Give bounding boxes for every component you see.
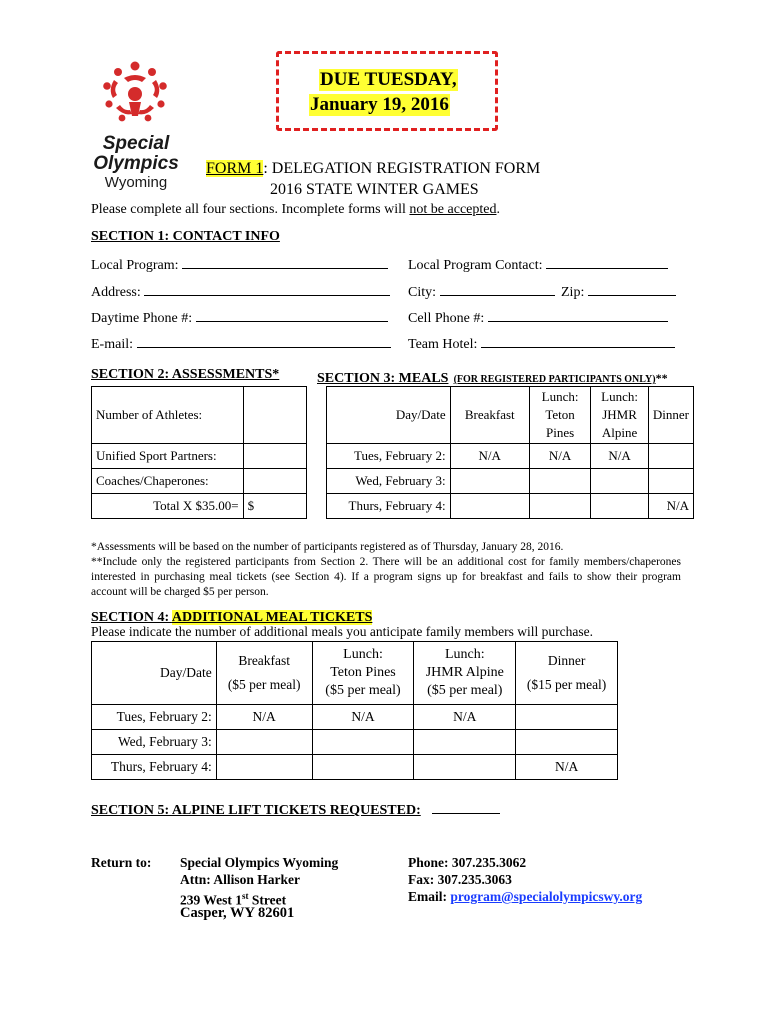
due-date-box [276, 51, 498, 131]
table-row [327, 469, 694, 494]
special-olympics-logo [80, 58, 190, 193]
section-2-heading: SECTION 2: ASSESSMENTS* [91, 367, 280, 382]
addl-header-dinner-2: ($15 per meal) [526, 677, 607, 692]
meals-breakfast-cell[interactable] [450, 494, 529, 519]
addl-jhmr-cell[interactable] [414, 730, 516, 755]
addl-header-teton-2: Teton Pines [330, 665, 396, 680]
addl-dinner-cell[interactable]: N/A [516, 755, 618, 780]
section-5-row [91, 799, 500, 819]
meals-dinner-cell[interactable] [648, 469, 693, 494]
email-field[interactable] [91, 335, 391, 353]
meals-header-daydate: Day/Date [327, 387, 451, 444]
local-program-contact-field[interactable] [408, 256, 668, 274]
addl-teton-cell[interactable] [312, 755, 414, 780]
return-phone: Phone: 307.235.3062 [408, 855, 527, 870]
meals-header-jhmr-2: JHMR [602, 407, 637, 422]
daytime-phone-label: Daytime Phone #: [91, 311, 193, 326]
zip-field[interactable] [561, 283, 676, 301]
zip-label: Zip: [561, 285, 585, 300]
meals-breakfast-cell[interactable] [450, 469, 529, 494]
return-org: Special Olympics Wyoming [180, 855, 339, 870]
team-hotel-line[interactable] [481, 335, 675, 348]
additional-meals-table [91, 641, 618, 780]
athletes-input-cell[interactable] [243, 387, 306, 444]
meals-breakfast-cell[interactable]: N/A [450, 444, 529, 469]
return-attn: Attn: Allison Harker [180, 872, 300, 887]
addl-header-teton-1: Lunch: [343, 647, 383, 662]
meals-header-breakfast: Breakfast [450, 387, 529, 444]
form-instructions [91, 202, 500, 218]
section-1-heading: SECTION 1: CONTACT INFO [91, 229, 280, 244]
meals-header-teton-3: Pines [546, 425, 575, 440]
addl-dinner-cell[interactable] [516, 705, 618, 730]
meals-note: **Include only the registered participants from Section 2. There will be an additional cost for family members/chaperones interested in purchasing meal tickets (see Section 4). If a program signs up for breakfast and fails to show their program account will be charged $5 per person. [91, 556, 681, 598]
instructions-text-a: Please complete all four sections. Incomplete forms will [91, 202, 410, 217]
addl-breakfast-cell[interactable] [216, 755, 312, 780]
cell-phone-field[interactable] [408, 309, 668, 327]
total-input-cell[interactable] [243, 494, 306, 519]
addl-jhmr-cell[interactable]: N/A [414, 705, 516, 730]
daytime-phone-field[interactable] [91, 309, 388, 327]
return-fax: Fax: 307.235.3063 [408, 872, 512, 887]
meals-header-teton-1: Lunch: [541, 389, 579, 404]
cell-phone-label: Cell Phone #: [408, 311, 485, 326]
instructions-text-b: . [496, 202, 500, 217]
addl-header-dinner-1: Dinner [547, 653, 586, 668]
daytime-phone-line[interactable] [196, 309, 388, 322]
meals-dinner-cell[interactable]: N/A [648, 494, 693, 519]
team-hotel-field[interactable] [408, 335, 675, 353]
total-label: Total X $35.00= [92, 494, 244, 519]
meals-header-lunch-jhmr [591, 387, 649, 444]
return-city: Casper, WY 82601 [180, 905, 295, 921]
zip-line[interactable] [588, 283, 676, 296]
meals-teton-cell[interactable] [529, 494, 590, 519]
addl-header-breakfast-1: Breakfast [238, 653, 291, 668]
return-street-a: 239 West 1 [180, 892, 243, 908]
address-line[interactable] [144, 283, 390, 296]
section-4-heading-wrap [91, 606, 372, 626]
special-olympics-emblem-icon [80, 58, 190, 128]
local-program-label: Local Program: [91, 258, 179, 273]
table-row [327, 494, 694, 519]
addl-day-cell: Tues, February 2: [92, 705, 217, 730]
assessment-note: *Assessments will be based on the number of participants registered as of Thursday, January 28, 2016. [91, 541, 564, 553]
form-title-rest: : DELEGATION REGISTRATION FORM [263, 160, 541, 177]
return-to-label: Return to: [91, 855, 152, 870]
local-program-line[interactable] [182, 256, 388, 269]
table-row [327, 444, 694, 469]
table-row [92, 730, 618, 755]
meals-header-dinner: Dinner [648, 387, 693, 444]
addl-header-daydate: Day/Date [92, 642, 217, 705]
logo-special-text: Special [102, 133, 170, 154]
addl-jhmr-cell[interactable] [414, 755, 516, 780]
form-number-label: FORM 1 [206, 160, 264, 177]
city-field[interactable] [408, 283, 555, 301]
addl-teton-cell[interactable]: N/A [312, 705, 414, 730]
local-program-contact-label: Local Program Contact: [408, 258, 543, 273]
return-street-b: Street [248, 892, 287, 908]
local-program-field[interactable] [91, 256, 388, 274]
coaches-label: Coaches/Chaperones: [92, 469, 244, 494]
city-label: City: [408, 285, 437, 300]
logo-wyoming-text: Wyoming [104, 174, 168, 191]
meals-jhmr-cell[interactable]: N/A [591, 444, 649, 469]
local-program-contact-line[interactable] [546, 256, 668, 269]
addl-breakfast-cell[interactable]: N/A [216, 705, 312, 730]
meals-dinner-cell[interactable] [648, 444, 693, 469]
team-hotel-label: Team Hotel: [408, 337, 478, 352]
unified-partners-label: Unified Sport Partners: [92, 444, 244, 469]
addl-dinner-cell[interactable] [516, 730, 618, 755]
addl-day-cell: Wed, February 3: [92, 730, 217, 755]
address-field[interactable] [91, 283, 390, 301]
addl-header-jhmr-1: Lunch: [444, 647, 485, 662]
table-row [92, 755, 618, 780]
addl-header-teton [312, 642, 414, 705]
logo-olympics-text: Olympics [93, 153, 179, 174]
addl-teton-cell[interactable] [312, 730, 414, 755]
addl-header-breakfast [216, 642, 312, 705]
return-email-row [408, 888, 642, 905]
due-line-1: DUE TUESDAY, [320, 69, 457, 90]
lift-tickets-line[interactable] [432, 801, 500, 814]
meals-day-cell: Wed, February 3: [327, 469, 451, 494]
addl-header-breakfast-2: ($5 per meal) [227, 677, 301, 692]
addl-breakfast-cell[interactable] [216, 730, 312, 755]
meals-header-jhmr-1: Lunch: [601, 389, 638, 404]
addl-header-teton-3: ($5 per meal) [325, 683, 401, 698]
return-street-sup: st [242, 891, 249, 901]
addl-header-jhmr [414, 642, 516, 705]
meals-jhmr-cell[interactable] [591, 494, 649, 519]
section-5-heading: SECTION 5: ALPINE LIFT TICKETS REQUESTED: [91, 803, 421, 818]
table-row [92, 705, 618, 730]
assessments-table [91, 386, 307, 519]
instructions-text-underlined: not be accepted [409, 202, 497, 217]
meals-day-cell: Thurs, February 4: [327, 494, 451, 519]
coaches-input-cell[interactable] [243, 469, 306, 494]
meals-header-teton-2: Teton [545, 407, 575, 422]
meals-teton-cell[interactable]: N/A [529, 444, 590, 469]
meals-teton-cell[interactable] [529, 469, 590, 494]
return-email-link[interactable]: program@specialolympicswy.org [450, 889, 643, 904]
meals-header-lunch-teton [529, 387, 590, 444]
section-3-heading: SECTION 3: MEALS [317, 371, 449, 386]
section-3-heading-note: (FOR REGISTERED PARTICIPANTS ONLY) [453, 374, 656, 385]
form-subtitle: 2016 STATE WINTER GAMES [270, 181, 479, 198]
meals-jhmr-cell[interactable] [591, 469, 649, 494]
due-line-2: January 19, 2016 [310, 94, 449, 115]
section-4-heading-b: ADDITIONAL MEAL TICKETS [171, 610, 373, 625]
section-3-heading-stars: ** [655, 371, 668, 385]
form-title [206, 160, 540, 178]
meals-header-jhmr-3: Alpine [601, 425, 638, 440]
addl-header-jhmr-3: ($5 per meal) [427, 683, 503, 698]
meals-table [326, 386, 694, 519]
addl-header-jhmr-2: JHMR Alpine [425, 665, 504, 680]
unified-partners-input-cell[interactable] [243, 444, 306, 469]
cell-phone-line[interactable] [488, 309, 668, 322]
section-4-intro: Please indicate the number of additional meals you anticipate family members will purchase. [91, 624, 593, 639]
city-line[interactable] [440, 283, 555, 296]
email-line[interactable] [137, 335, 391, 348]
address-label: Address: [91, 285, 141, 300]
return-email-label: Email: [408, 889, 451, 904]
addl-header-dinner [516, 642, 618, 705]
meals-day-cell: Tues, February 2: [327, 444, 451, 469]
dollar-sign: $ [247, 498, 255, 513]
section-4-heading-a: SECTION 4: [91, 610, 172, 625]
athletes-label: Number of Athletes: [92, 387, 244, 444]
email-label: E-mail: [91, 337, 133, 352]
section-3-heading-wrap [317, 367, 668, 387]
addl-day-cell: Thurs, February 4: [92, 755, 217, 780]
